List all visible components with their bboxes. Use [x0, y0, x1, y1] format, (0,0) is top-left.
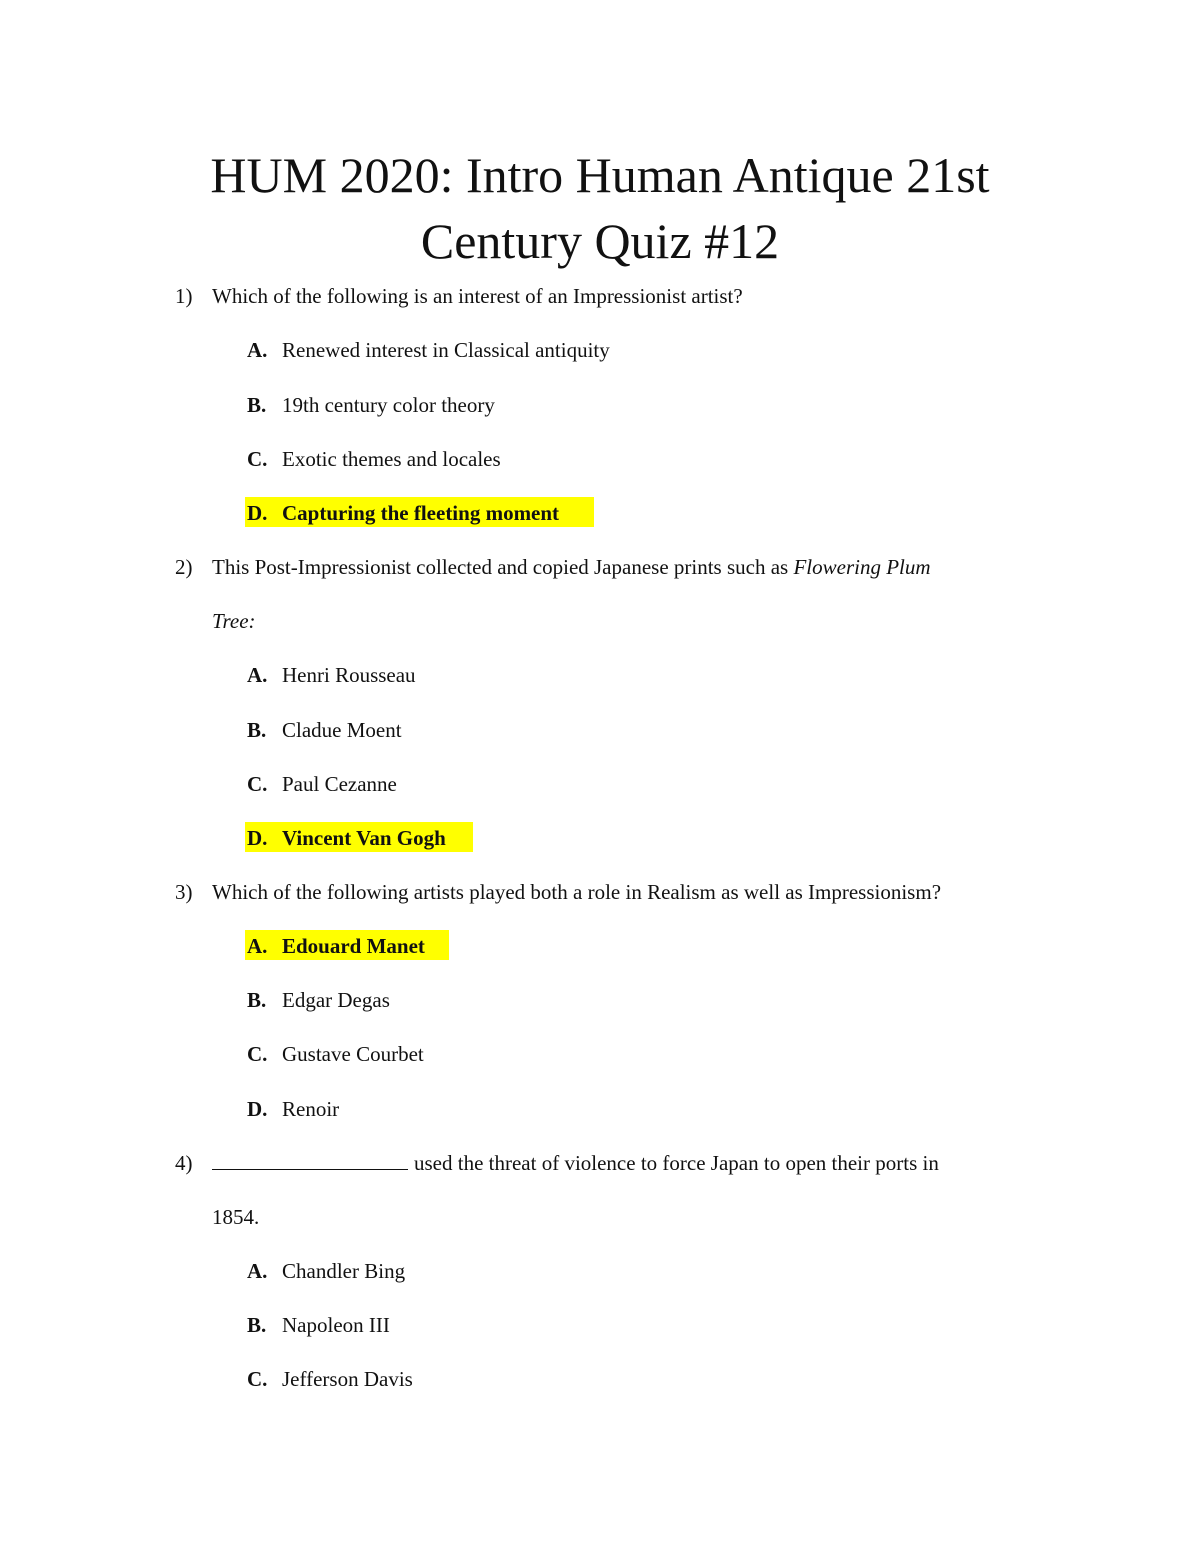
question-number: 3): [175, 880, 193, 904]
option-text: Cladue Moent: [282, 718, 402, 742]
option-letter: B.: [247, 393, 267, 417]
artwork-title-continued: Tree:: [212, 609, 256, 633]
question-text-plain: This Post-Impressionist collected and copied Japanese prints such as: [212, 555, 794, 579]
option-letter: C.: [247, 1367, 268, 1391]
title-line-2: Century Quiz #12: [420, 213, 780, 269]
option-letter: D.: [247, 826, 268, 850]
question-number: 2): [175, 555, 193, 579]
fill-in-blank: [212, 1149, 408, 1170]
question-text: [212, 553, 931, 581]
option-text: Henri Rousseau: [282, 663, 416, 687]
option-text: Jefferson Davis: [282, 1367, 413, 1391]
option-letter: A.: [247, 338, 268, 362]
option-text: Gustave Courbet: [282, 1042, 424, 1066]
option-letter: A.: [247, 663, 268, 687]
question-number: 4): [175, 1151, 193, 1175]
option-text: Capturing the fleeting moment: [282, 501, 560, 525]
option-text: Renoir: [282, 1097, 340, 1121]
option-letter: A.: [247, 934, 268, 958]
question-text-continued: 1854.: [212, 1205, 260, 1229]
page-title: [0, 142, 1200, 274]
option-text: Chandler Bing: [282, 1259, 406, 1283]
option-text: Napoleon III: [282, 1313, 390, 1337]
option-letter: C.: [247, 1042, 268, 1066]
option-text: Edouard Manet: [282, 934, 425, 958]
title-line-1: HUM 2020: Intro Human Antique 21st: [210, 147, 990, 203]
option-letter: B.: [247, 1313, 267, 1337]
option-letter: A.: [247, 1259, 268, 1283]
option-letter: B.: [247, 718, 267, 742]
artwork-title: Flowering Plum: [793, 555, 931, 579]
option-text: Vincent Van Gogh: [282, 826, 446, 850]
option-text: Paul Cezanne: [282, 772, 397, 796]
option-letter: B.: [247, 988, 267, 1012]
option-text: Exotic themes and locales: [282, 447, 501, 471]
question-text: Which of the following is an interest of an Impressionist artist?: [212, 284, 743, 308]
option-text: Renewed interest in Classical antiquity: [282, 338, 610, 362]
option-letter: C.: [247, 447, 268, 471]
question-number: 1): [175, 284, 193, 308]
question-text: [212, 1149, 939, 1177]
option-letter: D.: [247, 1097, 268, 1121]
option-text: Edgar Degas: [282, 988, 390, 1012]
option-letter: D.: [247, 501, 268, 525]
option-text: 19th century color theory: [282, 393, 495, 417]
question-text-plain: used the threat of violence to force Japan to open their ports in: [414, 1151, 939, 1175]
option-letter: C.: [247, 772, 268, 796]
question-text: Which of the following artists played both a role in Realism as well as Impressionism?: [212, 880, 942, 904]
